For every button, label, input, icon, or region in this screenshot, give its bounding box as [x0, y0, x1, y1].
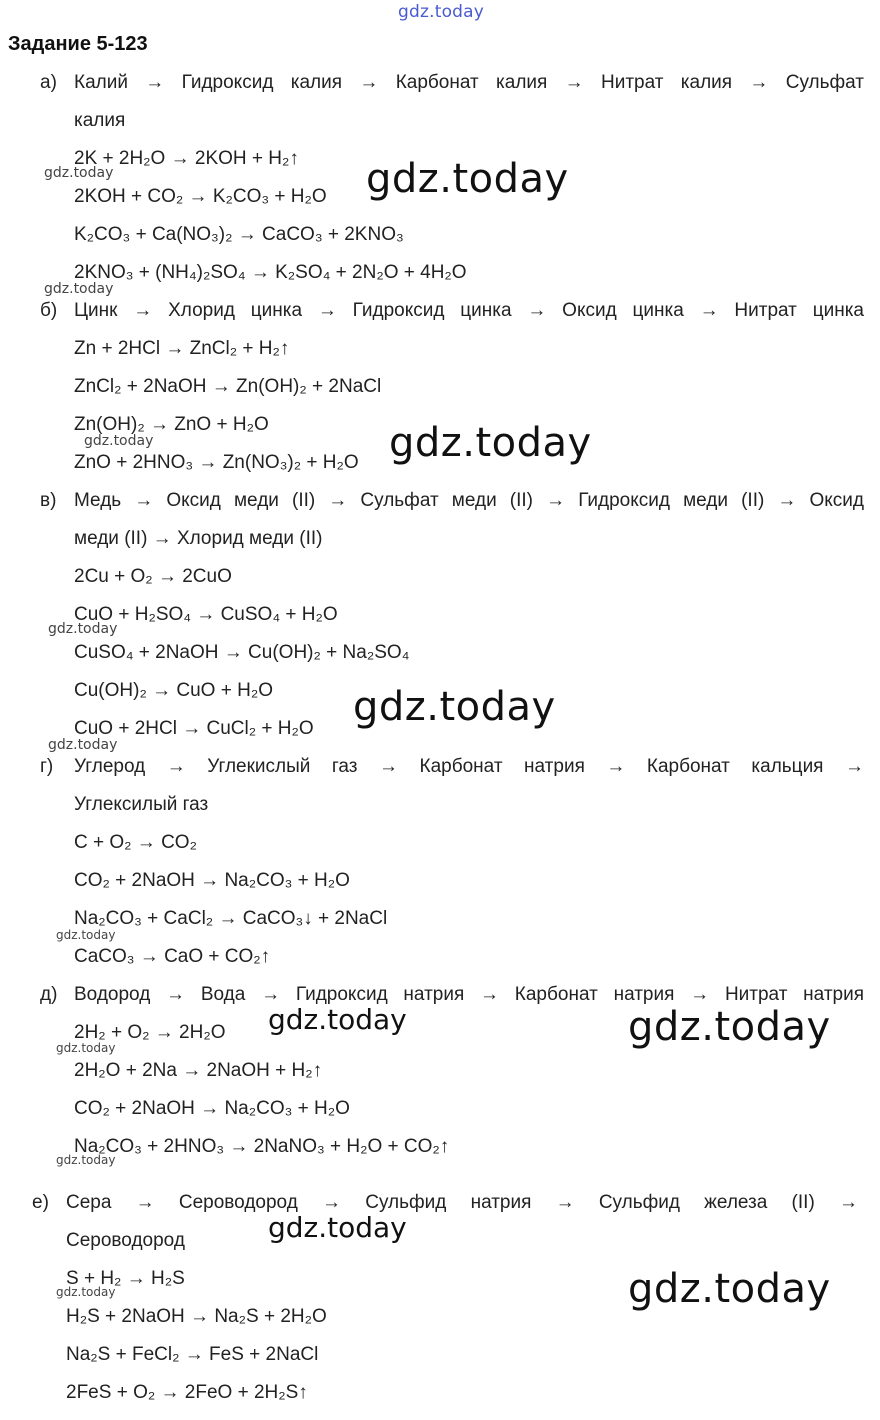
- equation: H₂S + 2NaOH → Na₂S + 2H₂O: [66, 1306, 327, 1327]
- equation: S + H₂ → H₂S: [66, 1268, 185, 1289]
- watermark-small: gdz.today: [48, 737, 118, 753]
- watermark-large: gdz.today: [628, 1004, 831, 1050]
- equation: 2KNO₃ + (NH₄)₂SO₄ → K₂SO₄ + 2N₂O + 4H₂O: [74, 262, 467, 283]
- equation: CaCO₃ → CaO + CO₂↑: [74, 946, 271, 967]
- section-label-a: а): [40, 72, 57, 93]
- chain-line: калия: [74, 110, 126, 131]
- equation: CO₂ + 2NaOH → Na₂CO₃ + H₂O: [74, 870, 350, 891]
- equation: Na₂CO₃ + 2HNO₃ → 2NaNO₃ + H₂O + CO₂↑: [74, 1136, 450, 1157]
- watermark-small: gdz.today: [56, 928, 116, 942]
- section-label-v: в): [40, 490, 57, 511]
- section-label-d: д): [40, 984, 58, 1005]
- section-label-g: г): [40, 756, 54, 777]
- watermark-large: gdz.today: [353, 684, 556, 730]
- watermark-small: gdz.today: [84, 433, 154, 449]
- chain-line: Калий → Гидроксид калия → Карбонат калия → Нитрат калия → Сульфат: [74, 72, 864, 93]
- equation: 2H₂ + O₂ → 2H₂O: [74, 1022, 226, 1043]
- watermark-small: gdz.today: [44, 165, 114, 181]
- watermark-small: gdz.today: [56, 1153, 116, 1167]
- watermark-small: gdz.today: [48, 621, 118, 637]
- equation: 2K + 2H₂O → 2KOH + H₂↑: [74, 148, 299, 169]
- equation: CO₂ + 2NaOH → Na₂CO₃ + H₂O: [74, 1098, 350, 1119]
- equation: Zn(OH)₂ → ZnO + H₂O: [74, 414, 269, 435]
- equation: CuO + 2HCl → CuCl₂ + H₂O: [74, 718, 314, 739]
- chain-line: Водород → Вода → Гидроксид натрия → Карбонат натрия → Нитрат натрия: [74, 984, 864, 1005]
- watermark-medium: gdz.today: [268, 1003, 407, 1036]
- chain-line: Цинк → Хлорид цинка → Гидроксид цинка → Оксид цинка → Нитрат цинка: [74, 300, 864, 321]
- watermark-medium: gdz.today: [268, 1211, 407, 1244]
- equation: Cu(OH)₂ → CuO + H₂O: [74, 680, 273, 701]
- watermark-small: gdz.today: [56, 1285, 116, 1299]
- chain-line: меди (II) → Хлорид меди (II): [74, 528, 323, 549]
- watermark-large: gdz.today: [366, 156, 569, 202]
- site-watermark-top: gdz.today: [398, 2, 485, 22]
- equation: 2FeS + O₂ → 2FeO + 2H₂S↑: [66, 1382, 308, 1403]
- watermark-small: gdz.today: [44, 281, 114, 297]
- equation: K₂CO₃ + Ca(NO₃)₂ → CaCO₃ + 2KNO₃: [74, 224, 404, 245]
- section-label-e: е): [32, 1192, 49, 1213]
- task-title: Задание 5-123: [8, 33, 148, 55]
- chain-line: Углексилый газ: [74, 794, 209, 815]
- equation: CuO + H₂SO₄ → CuSO₄ + H₂O: [74, 604, 338, 625]
- equation: Na₂CO₃ + CaCl₂ → CaCO₃↓ + 2NaCl: [74, 908, 388, 929]
- watermark-large: gdz.today: [628, 1266, 831, 1312]
- equation: Zn + 2HCl → ZnCl₂ + H₂↑: [74, 338, 290, 359]
- chain-line: Медь → Оксид меди (II) → Сульфат меди (II) → Гидроксид меди (II) → Оксид: [74, 490, 864, 511]
- equation: C + O₂ → CO₂: [74, 832, 197, 853]
- section-label-b: б): [40, 300, 58, 321]
- chain-line: Сера → Сероводород → Сульфид натрия → Сульфид железа (II) →: [66, 1192, 858, 1213]
- chain-line: Сероводород: [66, 1230, 185, 1251]
- equation: 2Cu + O₂ → 2CuO: [74, 566, 232, 587]
- equation: ZnO + 2HNO₃ → Zn(NO₃)₂ + H₂O: [74, 452, 359, 473]
- equation: 2KOH + CO₂ → K₂CO₃ + H₂O: [74, 186, 327, 207]
- equation: ZnCl₂ + 2NaOH → Zn(OH)₂ + 2NaCl: [74, 376, 382, 397]
- watermark-small: gdz.today: [56, 1041, 116, 1055]
- equation: 2H₂O + 2Na → 2NaOH + H₂↑: [74, 1060, 323, 1081]
- equation: Na₂S + FeCl₂ → FeS + 2NaCl: [66, 1344, 319, 1365]
- watermark-large: gdz.today: [389, 420, 592, 466]
- chain-line: Углерод → Углекислый газ → Карбонат натрия → Карбонат кальция →: [74, 756, 864, 777]
- equation: CuSO₄ + 2NaOH → Cu(OH)₂ + Na₂SO₄: [74, 642, 410, 663]
